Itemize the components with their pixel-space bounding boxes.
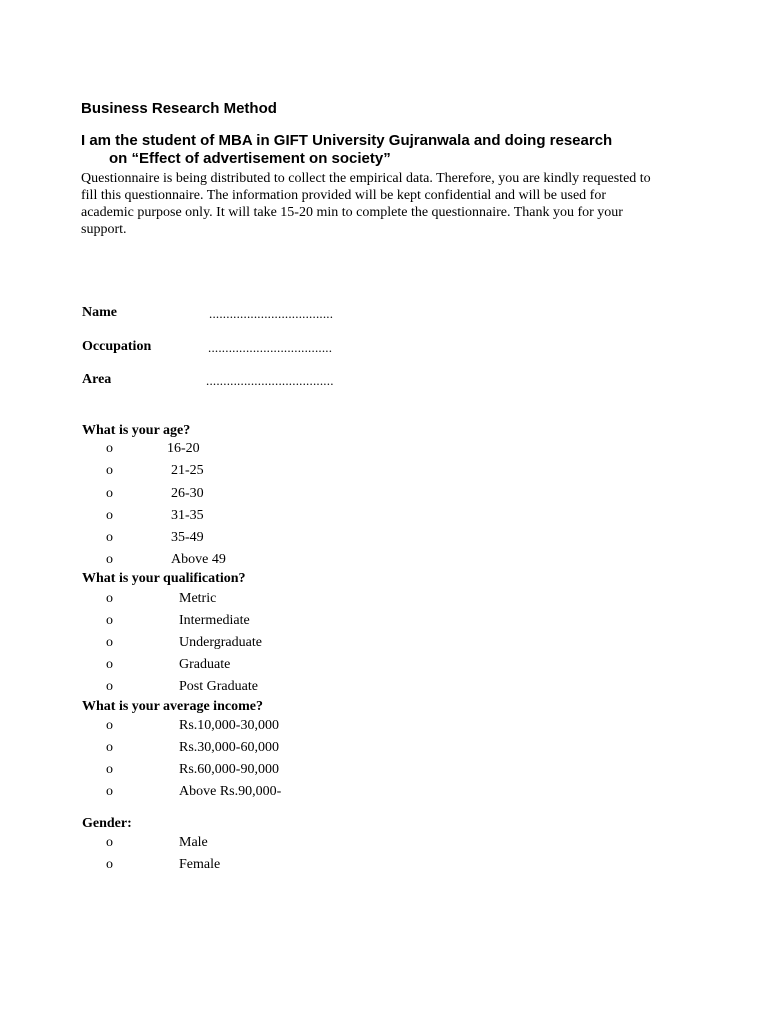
question-qualification: What is your qualification?: [82, 571, 246, 586]
option-bullet-icon[interactable]: o: [106, 613, 113, 628]
question-income: What is your average income?: [82, 699, 263, 714]
option-qualification-post-graduate[interactable]: Post Graduate: [179, 679, 258, 694]
document-title: Business Research Method: [81, 100, 277, 117]
option-bullet-icon[interactable]: o: [106, 552, 113, 567]
option-bullet-icon[interactable]: o: [106, 857, 113, 872]
intro-paragraph: Questionnaire is being distributed to collect the empirical data. Therefore, you are kindly requested to fill this questionnaire. The information provided will be kept confidential and will be used for academic purpose only. It will take 15-20 min to complete the questionnaire. Thank you for your support.: [81, 171, 651, 237]
option-age-26-30[interactable]: 26-30: [171, 486, 204, 501]
option-bullet-icon[interactable]: o: [106, 635, 113, 650]
field-blank-area[interactable]: .....................................: [206, 373, 334, 388]
option-bullet-icon[interactable]: o: [106, 591, 113, 606]
option-gender-male[interactable]: Male: [179, 835, 208, 850]
option-bullet-icon[interactable]: o: [106, 530, 113, 545]
field-blank-occupation[interactable]: ....................................: [208, 340, 333, 355]
option-bullet-icon[interactable]: o: [106, 762, 113, 777]
option-bullet-icon[interactable]: o: [106, 740, 113, 755]
option-age-35-49[interactable]: 35-49: [171, 530, 204, 545]
option-age-above-49[interactable]: Above 49: [171, 552, 226, 567]
field-label-name: Name: [82, 305, 117, 320]
option-bullet-icon[interactable]: o: [106, 679, 113, 694]
option-income-10k-30k[interactable]: Rs.10,000-30,000: [179, 718, 279, 733]
option-age-16-20[interactable]: 16-20: [167, 441, 200, 456]
option-income-above-90k[interactable]: Above Rs.90,000-: [179, 784, 282, 799]
option-bullet-icon[interactable]: o: [106, 463, 113, 478]
option-income-60k-90k[interactable]: Rs.60,000-90,000: [179, 762, 279, 777]
field-blank-name[interactable]: ....................................: [209, 306, 334, 321]
option-bullet-icon[interactable]: o: [106, 835, 113, 850]
option-bullet-icon[interactable]: o: [106, 718, 113, 733]
option-qualification-undergraduate[interactable]: Undergraduate: [179, 635, 262, 650]
option-qualification-intermediate[interactable]: Intermediate: [179, 613, 250, 628]
option-bullet-icon[interactable]: o: [106, 486, 113, 501]
option-bullet-icon[interactable]: o: [106, 441, 113, 456]
question-age: What is your age?: [82, 423, 191, 438]
question-gender: Gender:: [82, 816, 132, 831]
option-gender-female[interactable]: Female: [179, 857, 221, 872]
option-bullet-icon[interactable]: o: [106, 784, 113, 799]
intro-line-2: on “Effect of advertisement on society”: [109, 150, 391, 167]
option-income-30k-60k[interactable]: Rs.30,000-60,000: [179, 740, 279, 755]
option-qualification-graduate[interactable]: Graduate: [179, 657, 231, 672]
option-bullet-icon[interactable]: o: [106, 657, 113, 672]
option-age-21-25[interactable]: 21-25: [171, 463, 204, 478]
option-qualification-metric[interactable]: Metric: [179, 591, 217, 606]
field-label-occupation: Occupation: [82, 339, 152, 354]
option-age-31-35[interactable]: 31-35: [171, 508, 204, 523]
option-bullet-icon[interactable]: o: [106, 508, 113, 523]
field-label-area: Area: [82, 372, 112, 387]
intro-line-1: I am the student of MBA in GIFT University Gujranwala and doing research: [81, 132, 613, 149]
